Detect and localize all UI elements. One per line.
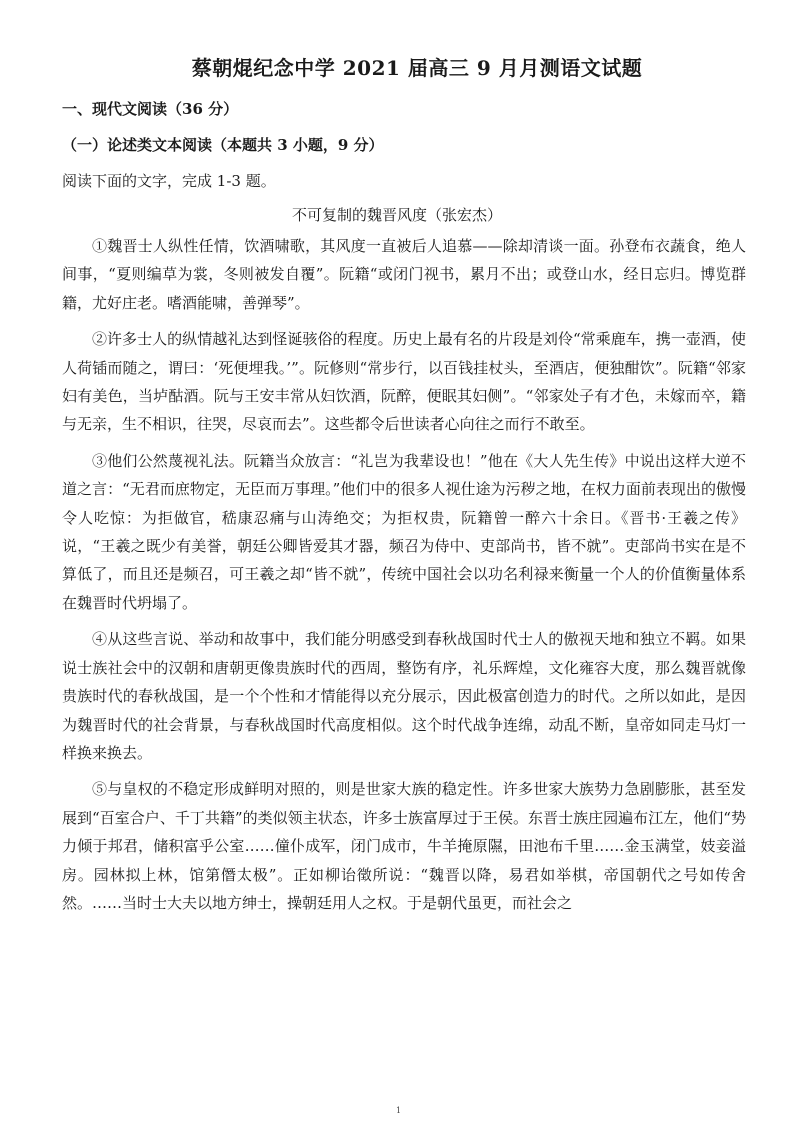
essay-body xyxy=(62,232,746,925)
paragraph-4: ④从这些言说、举动和故事中，我们能分明感受到春秋战国时代士人的傲视天地和独立不羁。如果说士族社会中的汉朝和唐朝更像贵族时代的西周，整饬有序，礼乐辉煌，文化雍容大度，那么魏晋就像贵族时代的春秋战国，是一个个性和才情能得以充分展示，因此极富创造力的时代。之所以如此，是因为魏晋时代的社会背景，与春秋战国时代高度相似。这个时代战争连绵，动乱不断，皇帝如同走马灯一样换来换去。 xyxy=(62,630,746,762)
paragraph-2: ②许多士人的纵情越礼达到怪诞骇俗的程度。历史上最有名的片段是刘伶“常乘鹿车，携一壶酒，使人荷锸而随之，谓曰：‘死便埋我。’”。阮修则“常步行，以百钱挂杖头，至酒店，便独酣饮”。阮籍“邻家妇有美色，当垆酤酒。阮与王安丰常从妇饮酒，阮醉，便眠其妇侧”。“邻家处子有才色，未嫁而卒，籍与无亲，生不相识，往哭，尽哀而去”。这些都令后世读者心向往之而行不敢至。 xyxy=(62,330,746,434)
subsection-heading: （一）论述类文本阅读（本题共 3 小题，9 分） xyxy=(62,136,384,154)
page-number: 1 xyxy=(396,1106,402,1115)
paragraph-5: ⑤与皇权的不稳定形成鲜明对照的，则是世家大族的稳定性。许多世家大族势力急剧膨胀，甚至发展到“百室合户、千丁共籍”的类似领主状态，许多士族富厚过于王侯。东晋士族庄园遍布江左，他们“势力倾于邦君，储积富乎公室……僮仆成军，闭门成市，牛羊掩原隰，田池布千里……金玉满堂，妓妾溢房。园林拟上林，馆第僭太极”。正如柳诒徵所说：“魏晋以降，易君如举棋，帝国朝代之号如传舍然。……当时士大夫以地方绅士，操朝廷用人之权。于是朝代虽更，而社会之 xyxy=(62,780,746,912)
essay-title: 不可复制的魏晋风度（张宏杰） xyxy=(291,206,502,224)
page-title: 蔡朝焜纪念中学 2021 届高三 9 月月测语文试题 xyxy=(191,56,643,80)
paragraph-3: ③他们公然蔑视礼法。阮籍当众放言：“礼岂为我辈设也！”他在《大人先生传》中说出这样大逆不道之言：“无君而庶物定，无臣而万事理。”他们中的很多人视仕途为污秽之地，在权力面前表现出的傲慢令人吃惊：为拒做官，嵇康忍痛与山涛绝交；为拒权贵，阮籍曾一醉六十余日。《晋书·王羲之传》说，“王羲之既少有美誉，朝廷公卿皆爱其才器，频召为侍中、吏部尚书，皆不就”。吏部尚书实在是不算低了，而且还是频召，可王羲之却“皆不就”，传统中国社会以功名利禄来衡量一个人的价值衡量体系在魏晋时代坍塌了。 xyxy=(62,451,746,612)
reading-instruction: 阅读下面的文字，完成 1-3 题。 xyxy=(62,172,276,190)
paragraph-1: ①魏晋士人纵性任情，饮酒啸歌，其风度一直被后人追慕——除却清谈一面。孙登布衣蔬食，绝人间事，“夏则编草为裳，冬则被发自覆”。阮籍“或闭门视书，累月不出；或登山水，经日忘归。博览群籍，尤好庄老。嗜酒能啸，善弹琴”。 xyxy=(62,237,746,312)
section-heading: 一、现代文阅读（36 分） xyxy=(62,100,239,118)
